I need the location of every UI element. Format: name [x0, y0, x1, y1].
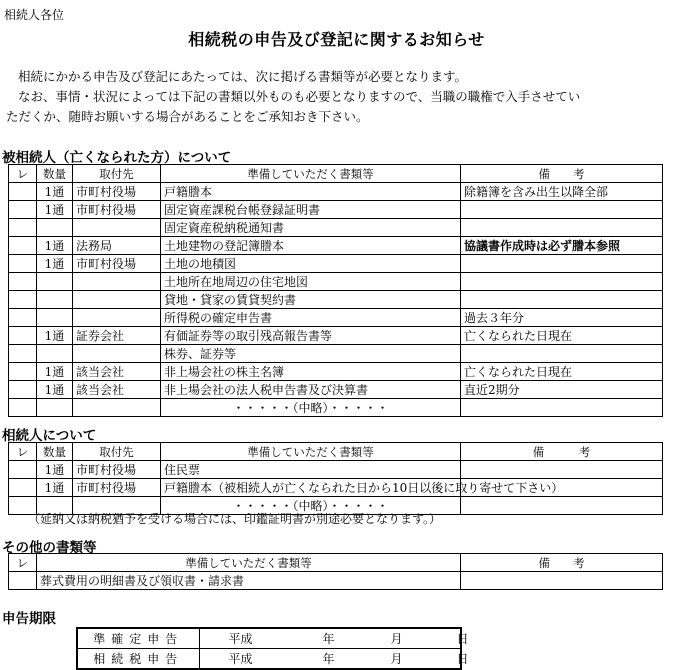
document-cell: 戸籍謄本（被相続人が亡くなられた日から10日以後に取り寄せて下さい） [161, 479, 461, 497]
quantity-cell: 1通 [37, 479, 73, 497]
remarks-cell [461, 461, 663, 479]
document-cell: ・・・・・（中略）・・・・・ [161, 497, 461, 515]
remarks-cell [461, 572, 663, 590]
document-cell: 戸籍謄本 [161, 183, 461, 201]
table-row [9, 273, 663, 291]
document-cell: 土地所在地周辺の住宅地図 [161, 273, 461, 291]
source-cell: 市町村役場 [73, 479, 161, 497]
check-cell[interactable] [9, 572, 37, 590]
deadline-date-cell[interactable] [199, 628, 469, 649]
intro-line-3: ただくか、随時お願いする場合があることをご承知おき下さい。 [6, 109, 369, 124]
document-cell: 固定資産税納税通知書 [161, 219, 461, 237]
table-row [9, 327, 663, 345]
page-title: 相続税の申告及び登記に関するお知らせ [188, 30, 485, 49]
source-cell [73, 345, 161, 363]
check-cell[interactable] [9, 255, 37, 273]
check-cell[interactable] [9, 201, 37, 219]
remarks-cell: 亡くなられた日現在 [461, 363, 663, 381]
remarks-cell [461, 201, 663, 219]
deadline-era: 平成 [228, 652, 253, 666]
table-row [9, 399, 663, 417]
document-cell: 株券、証券等 [161, 345, 461, 363]
deadline-row [77, 649, 461, 670]
document-cell: 住民票 [161, 461, 461, 479]
remarks-cell [461, 345, 663, 363]
quantity-cell: 1通 [37, 183, 73, 201]
remarks-cell: 過去３年分 [461, 309, 663, 327]
decedent-documents-table [8, 164, 663, 417]
table-row [9, 309, 663, 327]
source-cell: 市町村役場 [73, 255, 161, 273]
deadline-month-unit: 月 [390, 652, 403, 666]
deadline-row [77, 628, 461, 649]
source-cell [73, 273, 161, 291]
source-column-header: 取付先 [73, 165, 161, 183]
table-row [9, 381, 663, 399]
document-cell: 葬式費用の明細書及び領収書・請求書 [37, 572, 461, 590]
quantity-cell [37, 345, 73, 363]
table-header-row [9, 443, 663, 461]
document-cell: 土地の地積図 [161, 255, 461, 273]
table-row [9, 363, 663, 381]
remarks-cell: 協議書作成時は必ず謄本参照 [461, 237, 663, 255]
table-header-row [9, 165, 663, 183]
table-row [9, 461, 663, 479]
remarks-cell [461, 273, 663, 291]
source-cell: 市町村役場 [73, 461, 161, 479]
document-column-header: 準備していただく書類等 [161, 165, 461, 183]
addressee: 相続人各位 [4, 8, 65, 22]
source-cell: 市町村役場 [73, 183, 161, 201]
other-section-title: その他の書類等 [2, 540, 97, 556]
deadline-year-unit: 年 [322, 632, 335, 646]
document-cell: 有価証券等の取引残高報告書等 [161, 327, 461, 345]
source-cell [73, 291, 161, 309]
document-column-header: 準備していただく書類等 [37, 554, 461, 572]
table-row [9, 479, 663, 497]
table-row [9, 237, 663, 255]
deadline-year-unit: 年 [322, 652, 335, 666]
deadline-label: 相続税申告 [77, 649, 199, 670]
quantity-cell: 1通 [37, 255, 73, 273]
quantity-cell: 1通 [37, 201, 73, 219]
heir-documents-table [8, 442, 663, 515]
heir-footnote: （延納又は納税猶予を受ける場合には、印鑑証明書が別途必要となります。） [28, 512, 442, 526]
source-cell [73, 399, 161, 417]
deadline-date-cell[interactable] [199, 649, 469, 670]
check-cell[interactable] [9, 381, 37, 399]
check-cell[interactable] [9, 461, 37, 479]
check-cell[interactable] [9, 479, 37, 497]
deadline-section-title: 申告期限 [2, 611, 56, 627]
document-cell: 土地建物の登記簿謄本 [161, 237, 461, 255]
source-cell: 法務局 [73, 237, 161, 255]
check-cell[interactable] [9, 345, 37, 363]
deadline-day-unit: 日 [456, 632, 469, 646]
check-cell[interactable] [9, 237, 37, 255]
quantity-cell: 1通 [37, 327, 73, 345]
check-column-header: レ [9, 165, 37, 183]
source-cell [73, 309, 161, 327]
source-cell: 市町村役場 [73, 201, 161, 219]
document-cell: 所得税の確定申告書 [161, 309, 461, 327]
remarks-column-header: 備 考 [461, 554, 663, 572]
check-cell[interactable] [9, 327, 37, 345]
remarks-cell: 直近2期分 [461, 381, 663, 399]
quantity-cell [37, 273, 73, 291]
check-column-header: レ [9, 443, 37, 461]
document-cell: 貸地・貸家の賃貸契約書 [161, 291, 461, 309]
remarks-column-header: 備 考 [461, 443, 663, 461]
heir-section-title: 相続人について [2, 428, 97, 444]
decedent-section-title: 被相続人（亡くなられた方）について [2, 150, 232, 166]
source-cell: 該当会社 [73, 363, 161, 381]
intro-line-2: なお、事情・状況によっては下記の書類以外ものも必要となりますので、当職の職権で入手させてい [18, 89, 581, 104]
remarks-cell [461, 219, 663, 237]
deadline-era: 平成 [228, 632, 253, 646]
remarks-cell: 除籍簿を含み出生以降全部 [461, 183, 663, 201]
quantity-column-header: 数量 [37, 443, 73, 461]
check-cell[interactable] [9, 363, 37, 381]
quantity-column-header: 数量 [37, 165, 73, 183]
table-row [9, 219, 663, 237]
source-cell: 該当会社 [73, 381, 161, 399]
source-cell [73, 219, 161, 237]
table-row [9, 345, 663, 363]
deadline-day-unit: 日 [456, 652, 469, 666]
table-row [9, 183, 663, 201]
document-cell: 非上場会社の株主名簿 [161, 363, 461, 381]
check-cell[interactable] [9, 183, 37, 201]
document-cell: ・・・・・（中略）・・・・・ [161, 399, 461, 417]
remarks-cell [461, 399, 663, 417]
deadline-label: 準確定申告 [77, 628, 199, 649]
table-row [9, 255, 663, 273]
quantity-cell: 1通 [37, 461, 73, 479]
table-header-row [9, 554, 663, 572]
source-column-header: 取付先 [73, 443, 161, 461]
table-row [9, 201, 663, 219]
deadline-month-unit: 月 [390, 632, 403, 646]
quantity-cell: 1通 [37, 381, 73, 399]
intro-line-1: 相続にかかる申告及び登記にあたっては、次に掲げる書類等が必要となります。 [18, 69, 468, 84]
check-column-header: レ [9, 554, 37, 572]
remarks-cell: 亡くなられた日現在 [461, 327, 663, 345]
source-cell: 証券会社 [73, 327, 161, 345]
document-cell: 固定資産課税台帳登録証明書 [161, 201, 461, 219]
document-column-header: 準備していただく書類等 [161, 443, 461, 461]
quantity-cell [37, 219, 73, 237]
quantity-cell [37, 291, 73, 309]
check-cell[interactable] [9, 291, 37, 309]
remarks-column-header: 備 考 [461, 165, 663, 183]
remarks-cell [461, 497, 663, 515]
remarks-cell [461, 291, 663, 309]
quantity-cell [37, 309, 73, 327]
quantity-cell: 1通 [37, 237, 73, 255]
table-row [9, 572, 663, 590]
remarks-cell [461, 255, 663, 273]
quantity-cell: 1通 [37, 363, 73, 381]
other-documents-table [8, 553, 663, 590]
check-cell[interactable] [9, 309, 37, 327]
quantity-cell [37, 399, 73, 417]
deadline-table [76, 627, 469, 670]
check-cell[interactable] [9, 273, 37, 291]
table-row [9, 291, 663, 309]
document-cell: 非上場会社の法人税申告書及び決算書 [161, 381, 461, 399]
check-cell[interactable] [9, 219, 37, 237]
check-cell[interactable] [9, 399, 37, 417]
